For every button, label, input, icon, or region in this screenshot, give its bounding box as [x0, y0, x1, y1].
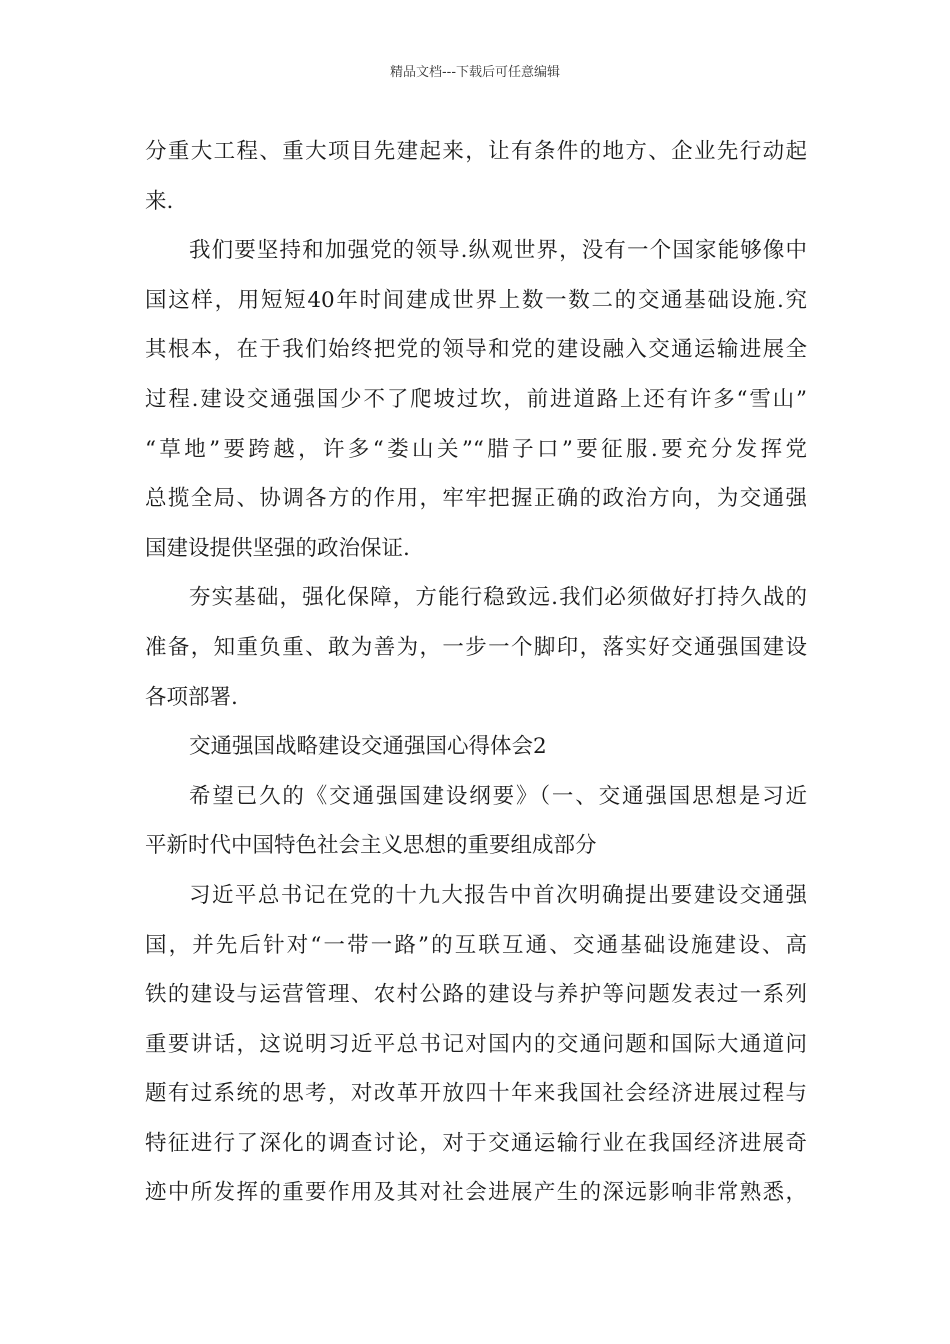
text-line: 各项部署.: [145, 684, 238, 710]
document-body: [145, 127, 807, 1218]
text-line: 平新时代中国特色社会主义思想的重要组成部分: [145, 833, 597, 859]
text-line: 习近平总书记在党的十九大报告中首次明确提出要建设交通强: [189, 882, 807, 908]
text-line: 题有过系统的思考，对改革开放四十年来我国社会经济进展过程与: [145, 1081, 807, 1107]
text-line: 希望已久的《交通强国建设纲要》（一、交通强国思想是习近: [189, 783, 807, 809]
text-line: 总揽全局、协调各方的作用，牢牢把握正确的政治方向，为交通强: [145, 486, 807, 512]
text-line: 来.: [145, 188, 174, 214]
text-line: 国，并先后针对“一带一路”的互联互通、交通基础设施建设、高: [145, 932, 807, 958]
section-heading: 交通强国战略建设交通强国心得体会2: [189, 734, 547, 760]
text-line: 分重大工程、重大项目先建起来，让有条件的地方、企业先行动起: [145, 139, 807, 164]
text-line: “草地”要跨越，许多“娄山关”“腊子口”要征服.要充分发挥党: [145, 436, 807, 462]
text-line: 过程.建设交通强国少不了爬坡过坎，前进道路上还有许多“雪山”: [145, 386, 807, 412]
text-line: 国这样，用短短40年时间建成世界上数一数二的交通基础设施.究: [145, 287, 807, 313]
text-line: 我们要坚持和加强党的领导.纵观世界，没有一个国家能够像中: [189, 238, 807, 264]
text-line: 准备，知重负重、敢为善为，一步一个脚印，落实好交通强国建设: [145, 634, 807, 660]
text-line: 重要讲话，这说明习近平总书记对国内的交通问题和国际大通道问: [145, 1031, 807, 1057]
text-line: 其根本，在于我们始终把党的领导和党的建设融入交通运输进展全: [145, 337, 807, 363]
text-line: 国建设提供坚强的政治保证.: [145, 535, 410, 561]
text-line: 特征进行了深化的调查讨论，对于交通运输行业在我国经济进展奇: [145, 1130, 807, 1156]
text-line: 铁的建设与运营管理、农村公路的建设与养护等问题发表过一系列: [145, 982, 807, 1008]
page-header: 精品文档---下载后可任意编辑: [389, 65, 561, 80]
text-line: 夯实基础，强化保障，方能行稳致远.我们必须做好打持久战的: [189, 585, 807, 611]
text-line: 迹中所发挥的重要作用及其对社会进展产生的深远影响非常熟悉，: [145, 1180, 807, 1206]
